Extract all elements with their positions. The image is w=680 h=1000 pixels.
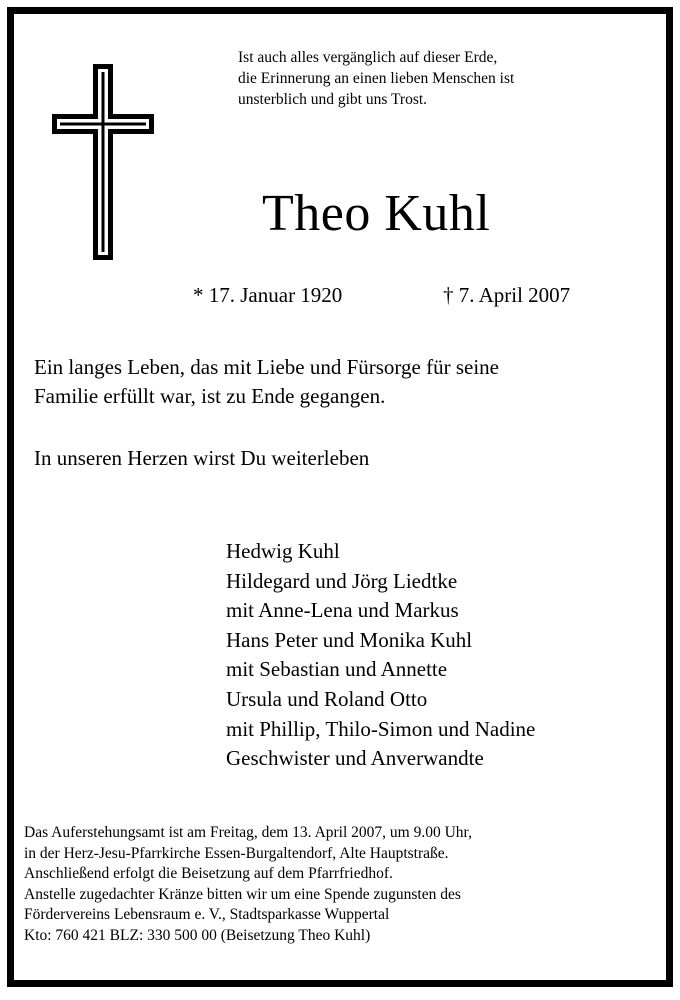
memorial-quote [238,47,648,110]
cross-icon [52,64,154,260]
service-line: Fördervereins Lebensraum e. V., Stadtsparkasse Wuppertal [24,906,390,923]
family-member: Geschwister und Anverwandte [226,746,484,771]
life-text-line: Ein langes Leben, das mit Liebe und Fürsorge für seine [34,355,499,379]
family-member: Hildegard und Jörg Liedtke [226,568,458,593]
death-date: † 7. April 2007 [443,283,571,307]
family-member: mit Phillip, Thilo-Simon und Nadine [226,716,536,741]
service-line: Kto: 760 421 BLZ: 330 500 00 (Beisetzung Theo Kuhl) [24,926,371,944]
service-line: Anschließend erfolgt die Beisetzung auf dem Pfarrfriedhof. [24,865,393,882]
hearts-text-line: In unseren Herzen wirst Du weiterleben [34,446,370,470]
quote-line: Ist auch alles vergänglich auf dieser Erde, [238,49,498,66]
life-text [34,353,644,411]
service-line: Das Auferstehungsamt ist am Freitag, dem 13. April 2007, um 9.00 Uhr, [24,824,472,841]
birth-date: * 17. Januar 1920 [193,283,343,307]
family-member: Ursula und Roland Otto [226,686,428,711]
quote-line: die Erinnerung an einen lieben Menschen ist [238,70,515,87]
life-text-line: Familie erfüllt war, ist zu Ende gegangen. [34,384,386,408]
family-member: mit Anne-Lena und Markus [226,598,459,623]
hearts-text [34,444,644,473]
quote-line: unsterblich und gibt uns Trost. [238,91,428,108]
service-line: in der Herz-Jesu-Pfarrkirche Essen-Burgaltendorf, Alte Hauptstraße. [24,844,449,862]
deceased-name: Theo Kuhl [262,185,491,242]
family-member: Hans Peter und Monika Kuhl [226,627,473,652]
family-member: Hedwig Kuhl [226,539,340,563]
family-list [226,537,535,774]
service-line: Anstelle zugedachter Kränze bitten wir um eine Spende zugunsten des [24,885,461,903]
service-info [24,823,654,946]
family-member: mit Sebastian und Annette [226,657,448,682]
